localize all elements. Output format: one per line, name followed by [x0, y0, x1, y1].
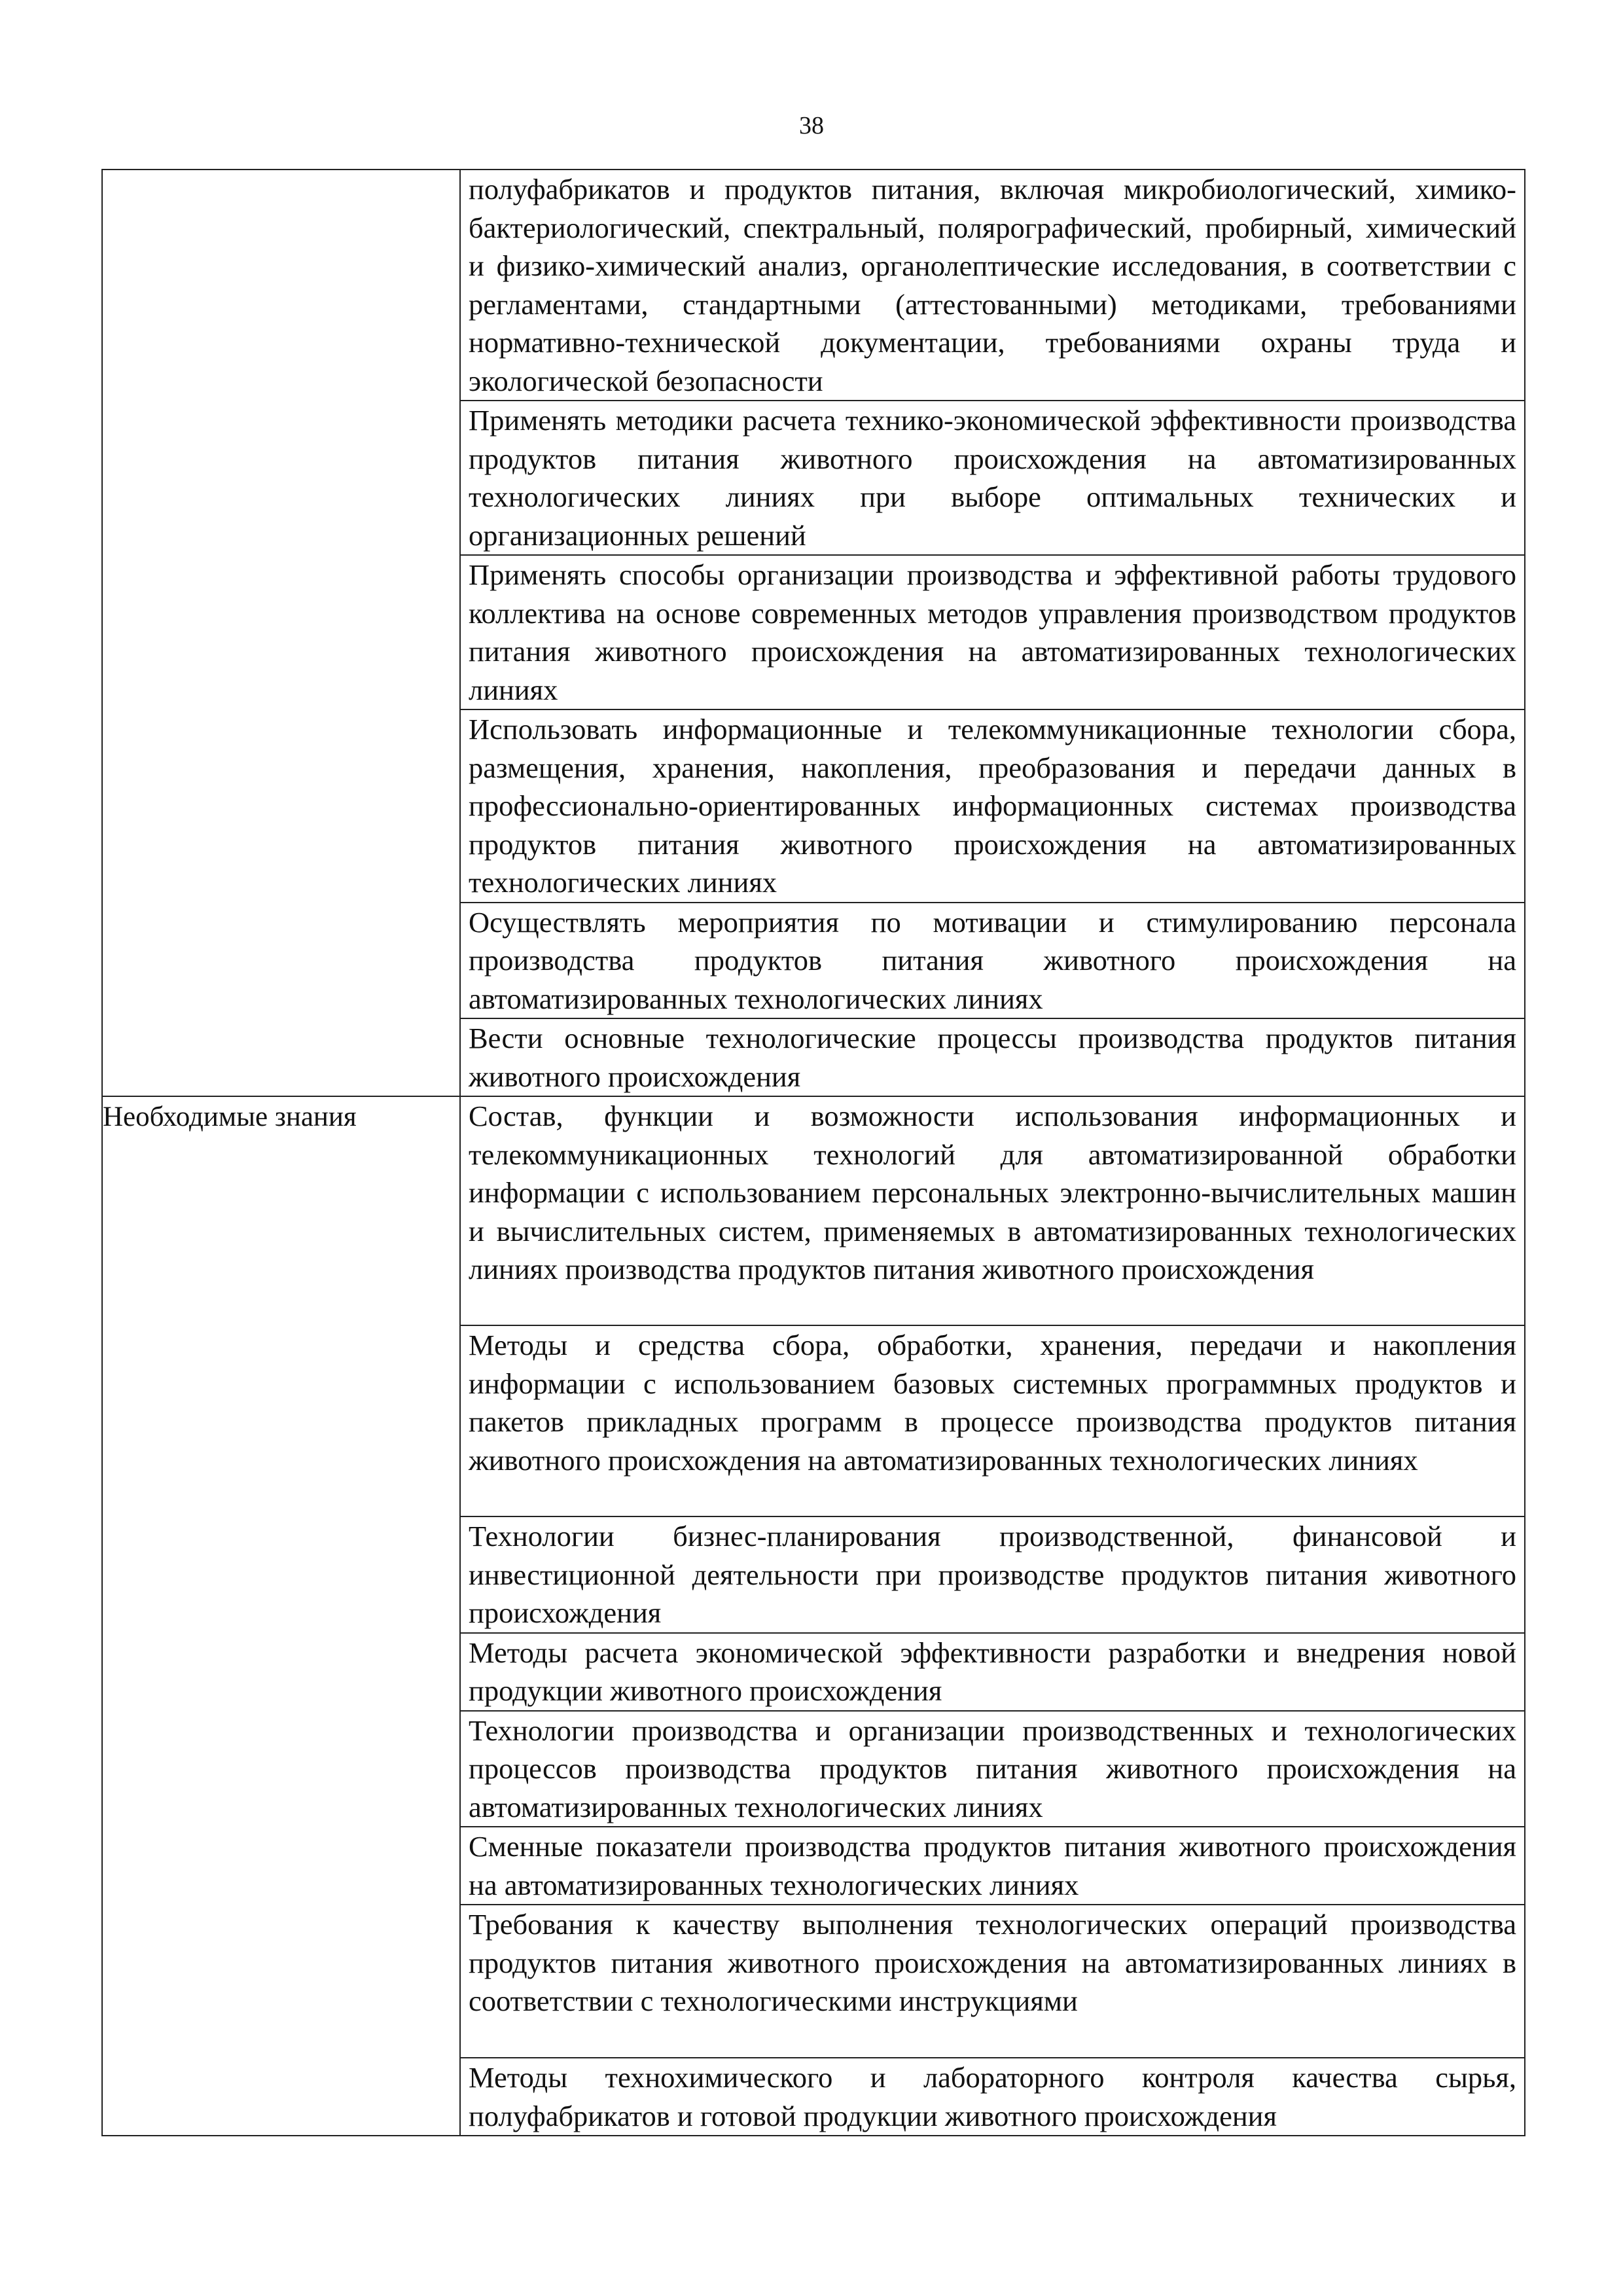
page-number: 38 — [799, 112, 824, 139]
cell-text: Технологии производства и организации производственных и технологических процессов производства продуктов питания животного происхождения на автоматизированных технологических линиях — [469, 1713, 1516, 1823]
table-cell — [460, 709, 1525, 903]
section-label-cell — [102, 1096, 460, 2136]
table-cell — [460, 1633, 1525, 1711]
cell-text: Применять способы организации производства и эффективной работы трудового коллектива на основе современных методов управления производством продуктов питания животного происхождения на автоматизированных технологических линиях — [469, 558, 1516, 706]
cell-text: Применять методики расчета технико-экономической эффективности производства продуктов питания животного происхождения на автоматизированных технологических линиях при выборе оптимальных технических и организационных решений — [469, 404, 1516, 552]
cell-text: Технологии бизнес-планирования производственной, финансовой и инвестиционной деятельности при производстве продуктов питания животного происхождения — [469, 1520, 1516, 1629]
cell-text: Состав, функции и возможности использования информационных и телекоммуникационных технологий для автоматизированной обработки информации с использованием персональных электронно-вычислительных машин и вычислительных систем, применяемых в автоматизированных технологических линиях производства продуктов питания животного происхождения — [469, 1100, 1516, 1285]
table-row — [102, 170, 1525, 401]
section-label: Необходимые знания — [103, 1102, 357, 1132]
table-cell — [460, 1827, 1525, 1905]
cell-text: полуфабрикатов и продуктов питания, включая микробиологический, химико-бактериологический, спектральный, полярографический, пробирный, химический и физико-химический анализ, органолептические исследования, в соответствии с регламентами, стандартными (аттестованными) методиками, требованиями нормативно-технической документации, требованиями охраны труда и экологической безопасности — [469, 173, 1516, 397]
table-cell — [460, 1905, 1525, 2058]
cell-text: Методы и средства сбора, обработки, хранения, передачи и накопления информации с использованием базовых системных программных продуктов и пакетов прикладных программ в процессе производства продуктов питания животного происхождения на автоматизированных технологических линиях — [469, 1329, 1516, 1477]
section-label — [103, 170, 459, 171]
cell-text: Методы расчета экономической эффективности разработки и внедрения новой продукции животного происхождения — [469, 1636, 1516, 1707]
table-cell — [460, 1516, 1525, 1633]
section-label-cell — [102, 170, 460, 1096]
cell-text: Осуществлять мероприятия по мотивации и стимулированию персонала производства продуктов питания животного происхождения на автоматизированных технологических линиях — [469, 905, 1516, 1015]
table-row — [102, 1096, 1525, 1325]
table-cell — [460, 555, 1525, 709]
cell-text: Методы технохимического и лабораторного контроля качества сырья, полуфабрикатов и готовой продукции животного происхождения — [469, 2061, 1516, 2132]
cell-text: Использовать информационные и телекоммуникационные технологии сбора, размещения, хранения, накопления, преобразования и передачи данных в профессионально-ориентированных информационных системах производства продуктов питания животного происхождения на автоматизированных технологических линиях — [469, 713, 1516, 899]
table-cell — [460, 903, 1525, 1019]
requirements-table — [101, 169, 1525, 2136]
cell-text: Вести основные технологические процессы производства продуктов питания животного происхождения — [469, 1022, 1516, 1093]
cell-text: Требования к качеству выполнения технологических операций производства продуктов питания животного происхождения на автоматизированных линиях в соответствии с технологическими инструкциями — [469, 1908, 1516, 2017]
table-cell — [460, 1711, 1525, 1827]
table-cell — [460, 1325, 1525, 1516]
table-cell — [460, 170, 1525, 401]
table-cell — [460, 1096, 1525, 1325]
table-cell — [460, 1018, 1525, 1096]
cell-text: Сменные показатели производства продуктов питания животного происхождения на автоматизированных технологических линиях — [469, 1830, 1516, 1901]
table-cell — [460, 2058, 1525, 2136]
table-cell — [460, 401, 1525, 555]
